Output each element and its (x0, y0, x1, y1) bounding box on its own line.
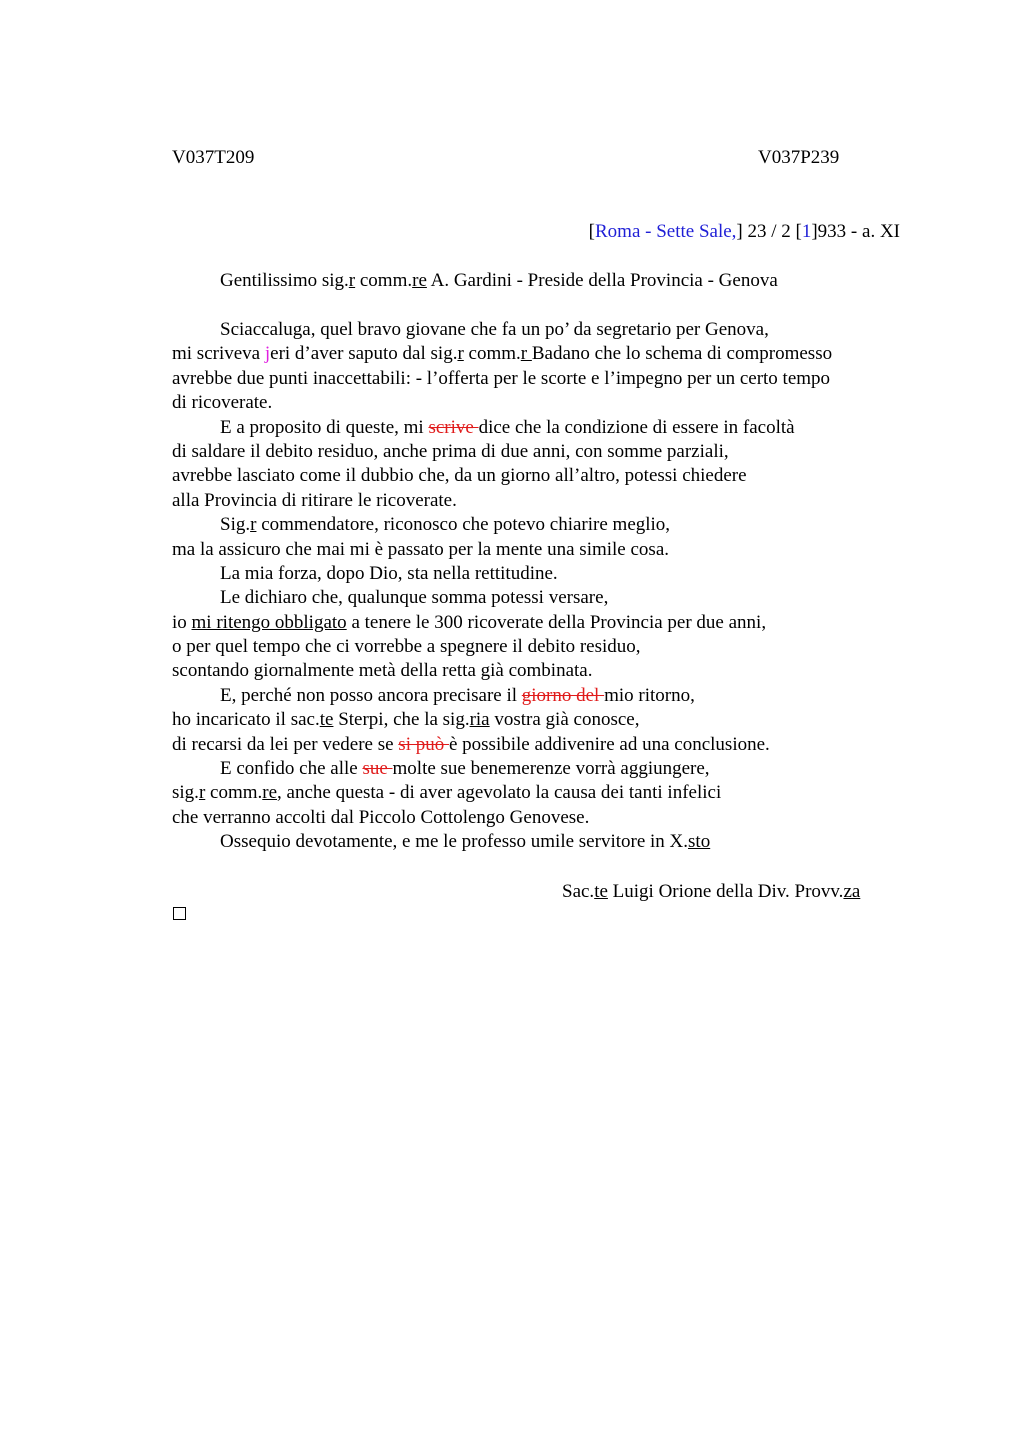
letter-body (172, 318, 912, 855)
body-text: scontando giornalmente metà della retta già combinata. (172, 660, 593, 682)
body-text: avrebbe due punti inaccettabili: - l’offerta per le scorte e l’impegno per un certo tempo (172, 367, 831, 389)
body-text: molte sue benemerenze vorrà aggiungere, (392, 758, 710, 780)
salutation-abbrev: r (348, 270, 356, 291)
body-line (172, 342, 912, 366)
salutation-text: Gentilissimo sig. (220, 270, 349, 291)
dateline-year-digit: 1 (801, 221, 812, 242)
salutation-text: A. Gardini - Preside della Provincia - Genova (426, 270, 778, 291)
abbrev-underlined: r (520, 343, 532, 365)
body-line (172, 562, 912, 586)
body-text: E, perché non posso ancora precisare il (220, 684, 522, 706)
document-code-left: V037T209 (172, 147, 255, 168)
body-text: Ossequio devotamente, e me le professo umile servitore in X. (220, 831, 689, 853)
body-line (172, 635, 912, 659)
signature-text: Sac. (562, 881, 595, 902)
body-text: Sciaccaluga, quel bravo giovane che fa un po’ da segretario per Genova, (220, 319, 769, 340)
deleted-text: giorno del (521, 684, 605, 706)
body-line (172, 489, 912, 513)
abbrev-underlined: re (262, 782, 278, 804)
body-text: o per quel tempo che ci vorrebbe a spegnere il debito residuo, (172, 636, 641, 658)
deleted-text: si può (398, 733, 449, 755)
salutation-abbrev: re (412, 270, 427, 291)
end-of-document-box-icon (173, 907, 186, 920)
abbrev-underlined: ria (469, 709, 490, 731)
body-text: avrebbe lasciato come il dubbio che, da un giorno all’altro, potessi chiedere (172, 465, 747, 487)
body-text: E a proposito di queste, mi (220, 416, 429, 438)
body-text: alla Provincia di ritirare le ricoverate. (172, 489, 457, 511)
abbrev-underlined: te (319, 709, 334, 731)
correction-mark: j (264, 343, 271, 365)
body-line (172, 733, 912, 757)
body-line (172, 416, 912, 440)
dateline-date: ] 23 / 2 [ (736, 221, 802, 242)
underlined-phrase: mi ritengo obbligato (191, 611, 347, 633)
salutation (220, 269, 778, 293)
document-code-right: V037P239 (758, 147, 840, 168)
signature-abbrev: te (594, 881, 608, 902)
body-line (172, 367, 912, 391)
body-line (172, 440, 912, 464)
body-text: ho incaricato il sac. (172, 709, 320, 731)
dateline-rest: ]933 - a. XI (811, 221, 900, 242)
body-text: Badano che lo schema di compromesso (531, 343, 833, 365)
salutation-text: comm. (355, 270, 413, 291)
body-text: a tenere le 300 ricoverate della Provincia per due anni, (346, 611, 767, 633)
body-text: che verranno accolti dal Piccolo Cottolengo Genovese. (172, 806, 590, 828)
body-text: sig. (172, 782, 199, 804)
abbrev-underlined: r (457, 343, 464, 365)
body-text: Sig. (220, 514, 251, 536)
body-text: è possibile addivenire ad una conclusione. (448, 733, 770, 755)
body-line (172, 538, 912, 562)
body-line (172, 464, 912, 488)
deleted-text: sue (362, 758, 393, 780)
body-text: E confido che alle (220, 758, 363, 780)
body-text: io (172, 611, 192, 633)
body-line (172, 830, 912, 854)
body-line (172, 513, 912, 537)
body-line (172, 757, 912, 781)
body-text: comm. (205, 782, 263, 804)
abbrev-underlined: sto (688, 831, 711, 853)
body-line (172, 659, 912, 683)
body-text: dice che la condizione di essere in facoltà (478, 416, 795, 438)
body-text: comm. (463, 343, 521, 365)
body-line (172, 708, 912, 732)
abbrev-underlined: r (250, 514, 257, 536)
body-text: eri d’aver saputo dal sig. (270, 343, 458, 365)
body-line (172, 391, 912, 415)
body-text: La mia forza, dopo Dio, sta nella rettitudine. (220, 562, 558, 584)
body-text: di ricoverate. (172, 392, 273, 414)
signature-abbrev: za (843, 881, 861, 902)
abbrev-underlined: r (198, 782, 206, 804)
body-text: vostra già conosce, (489, 709, 640, 731)
body-text: di recarsi da lei per vedere se (172, 733, 399, 755)
body-line (172, 684, 912, 708)
body-text: , anche questa - di aver agevolato la causa dei tanti infelici (277, 782, 722, 804)
body-text: commendatore, riconosco che potevo chiarire meglio, (256, 514, 671, 536)
dateline-place: Roma - Sette Sale, (595, 221, 737, 242)
body-text: Le dichiaro che, qualunque somma potessi versare, (220, 587, 609, 609)
body-text: mio ritorno, (604, 684, 695, 706)
dateline (589, 220, 900, 244)
body-text: ma la assicuro che mai mi è passato per la mente una simile cosa. (172, 538, 669, 560)
body-line (172, 611, 912, 635)
body-text: di saldare il debito residuo, anche prima di due anni, con somme parziali, (172, 440, 729, 462)
body-text: mi scriveva (172, 343, 265, 365)
body-text: Sterpi, che la sig. (333, 709, 470, 731)
body-line (172, 806, 912, 830)
dateline-bracket-open: [ (588, 221, 595, 242)
signature-text: Luigi Orione della Div. Provv. (607, 881, 844, 902)
signature (562, 880, 860, 904)
body-line (172, 318, 912, 342)
body-line (172, 586, 912, 610)
deleted-text: scrive (428, 416, 479, 438)
body-line (172, 781, 912, 805)
